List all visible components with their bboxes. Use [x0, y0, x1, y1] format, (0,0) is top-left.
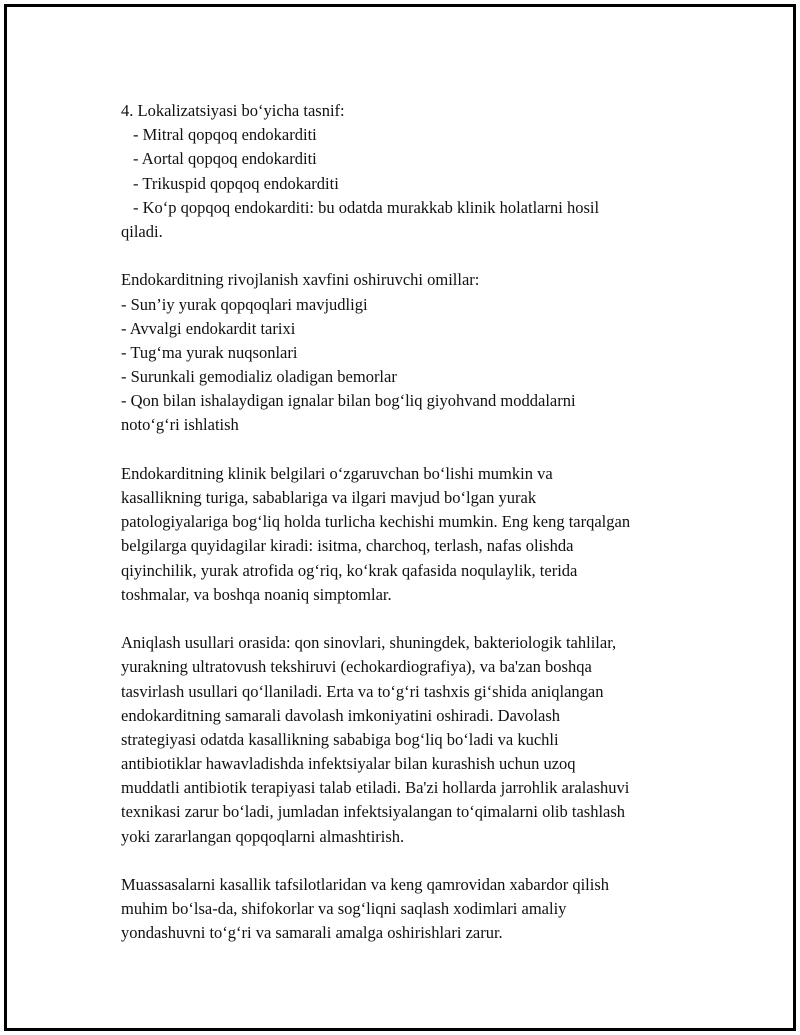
list-item: - Mitral qopqoq endokarditi: [133, 125, 317, 145]
paragraph-line: Muassasalarni kasallik tafsilotlaridan va keng qamrovidan xabardor qilish: [121, 875, 609, 894]
list-item: - Surunkali gemodializ oladigan bemorlar: [121, 367, 397, 387]
paragraph-line: yurakning ultratovush tekshiruvi (echokardiografiya), va ba'zan boshqa: [121, 657, 592, 677]
list-item-continuation: noto‘g‘ri ishlatish: [121, 415, 239, 435]
paragraph-line: yoki zararlangan qopqoqlarni almashtirish.: [121, 826, 405, 846]
list-item: - Avvalgi endokardit tarixi: [121, 318, 296, 338]
list-item: - Sun’iy yurak qopqoqlari mavjudligi: [121, 294, 368, 314]
page-frame: [4, 4, 796, 1031]
list-item-continuation: qiladi.: [121, 221, 163, 241]
list-item: - Tug‘ma yurak nuqsonlari: [121, 342, 298, 362]
clinical-paragraph: [121, 462, 681, 607]
paragraph-line: Aniqlash usullari orasida: qon sinovlari, shuningdek, bakteriologik tahlilar,: [121, 633, 617, 653]
list-item: - Ko‘p qopqoq endokarditi: bu odatda murakkab klinik holatlarni hosil: [133, 197, 600, 217]
list-item: - Trikuspid qopqoq endokarditi: [133, 173, 339, 193]
paragraph-line: toshmalar, va boshqa noaniq simptomlar.: [121, 584, 392, 604]
closing-paragraph: [121, 873, 681, 946]
paragraph-line: muddatli antibiotik terapiyasi talab etiladi. Ba'zi hollarda jarrohlik aralashuvi: [121, 778, 630, 798]
paragraph-line: muhim bo‘lsa-da, shifokorlar va sog‘liqni saqlash xodimlari amaliy: [121, 899, 567, 919]
paragraph-line: Endokarditning klinik belgilari o‘zgaruvchan bo‘lishi mumkin va: [121, 463, 553, 483]
list-item: - Aortal qopqoq endokarditi: [133, 149, 317, 169]
paragraph-spacer: [121, 244, 681, 268]
paragraph-line: yondashuvni to‘g‘ri va samarali amalga oshirishlari zarur.: [121, 923, 503, 943]
paragraph-line: texnikasi zarur bo‘ladi, jumladan infektsiyalangan to‘qimalarni olib tashlash: [121, 802, 626, 822]
paragraph-line: strategiyasi odatda kasallikning sababiga bog‘liq bo‘ladi va kuchli: [121, 729, 559, 749]
paragraph-spacer: [121, 849, 681, 873]
paragraph-line: antibiotiklar hawavladishda infektsiyalar bilan kurashish uchun uzoq: [121, 754, 576, 774]
paragraph-spacer: [121, 438, 681, 462]
paragraph-line: qiyinchilik, yurak atrofida og‘riq, ko‘krak qafasida noqulaylik, terida: [121, 560, 578, 580]
paragraph-line: patologiyalariga bog‘liq holda turlicha kechishi mumkin. Eng keng tarqalgan: [121, 512, 631, 532]
paragraph-line: belgilarga quyidagilar kiradi: isitma, charchoq, terlash, nafas olishda: [121, 536, 574, 556]
localization-heading: 4. Lokalizatsiyasi bo‘yicha tasnif:: [121, 101, 345, 120]
paragraph-line: endokarditning samarali davolash imkoniyatini oshiradi. Davolash: [121, 705, 560, 725]
risk-heading: Endokarditning rivojlanish xavfini oshiruvchi omillar:: [121, 270, 480, 290]
diagnosis-paragraph: [121, 631, 681, 849]
list-item: - Qon bilan ishalaydigan ignalar bilan bog‘liq giyohvand moddalarni: [121, 391, 576, 411]
document-body: [121, 99, 681, 946]
paragraph-spacer: [121, 607, 681, 631]
paragraph-line: tasvirlash usullari qo‘llaniladi. Erta va to‘g‘ri tashxis gi‘shida aniqlangan: [121, 681, 604, 701]
paragraph-line: kasallikning turiga, sabablariga va ilgari mavjud bo‘lgan yurak: [121, 488, 537, 507]
